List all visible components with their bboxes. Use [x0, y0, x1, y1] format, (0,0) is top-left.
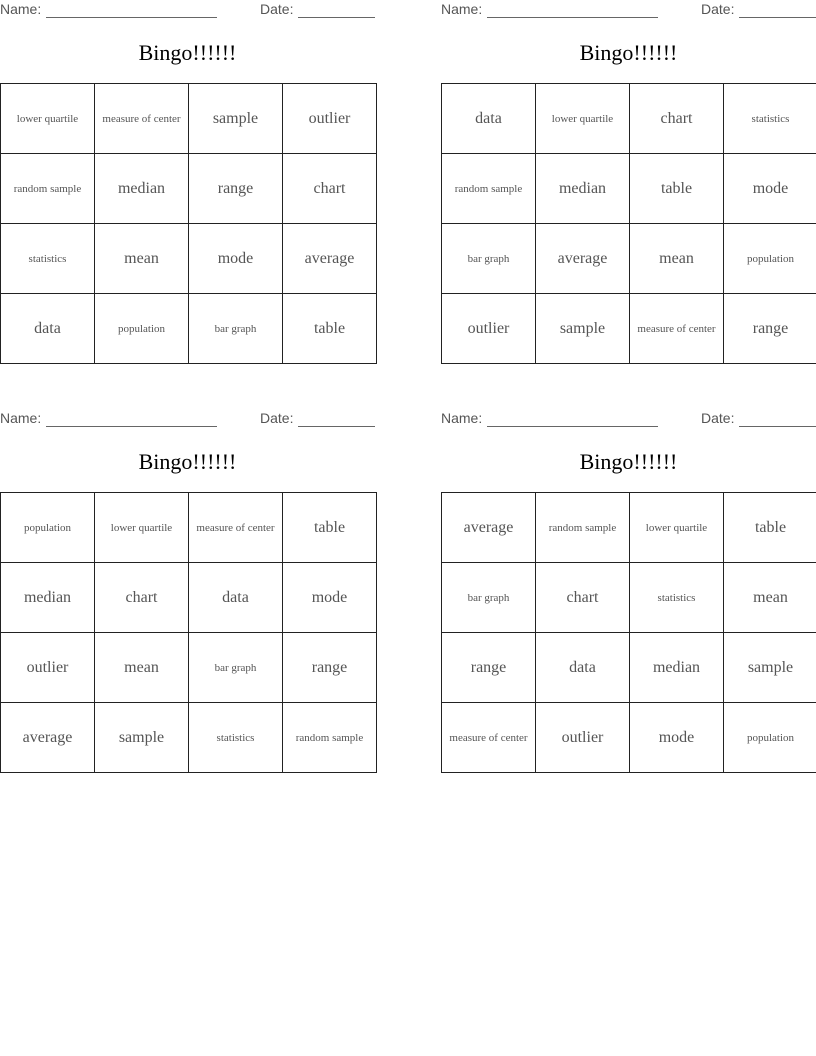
bingo-cell[interactable]: chart: [630, 84, 724, 154]
bingo-cell[interactable]: sample: [189, 84, 283, 154]
name-line[interactable]: [487, 17, 658, 18]
name-label: Name:: [0, 1, 42, 17]
date-line[interactable]: [298, 426, 375, 427]
bingo-cell[interactable]: bar graph: [442, 224, 536, 294]
bingo-cell[interactable]: outlier: [536, 703, 630, 773]
bingo-row: [1, 493, 377, 563]
bingo-cell[interactable]: mode: [283, 563, 377, 633]
bingo-cell[interactable]: data: [189, 563, 283, 633]
bingo-cell[interactable]: data: [1, 294, 95, 364]
bingo-cell[interactable]: table: [283, 294, 377, 364]
date-line[interactable]: [739, 17, 816, 18]
bingo-cell[interactable]: statistics: [1, 224, 95, 294]
bingo-cell[interactable]: range: [283, 633, 377, 703]
bingo-cell[interactable]: population: [1, 493, 95, 563]
bingo-row: [442, 84, 816, 154]
bingo-cell[interactable]: median: [95, 154, 189, 224]
bingo-cell[interactable]: median: [630, 633, 724, 703]
bingo-cell[interactable]: mode: [630, 703, 724, 773]
bingo-cell[interactable]: mean: [95, 224, 189, 294]
bingo-cell[interactable]: measure of center: [442, 703, 536, 773]
bingo-row: [442, 154, 816, 224]
bingo-row: [442, 633, 816, 703]
bingo-cell[interactable]: mean: [724, 563, 816, 633]
bingo-cell[interactable]: sample: [724, 633, 816, 703]
bingo-cell[interactable]: table: [283, 493, 377, 563]
card-title: Bingo!!!!!!: [138, 40, 237, 65]
bingo-row: [1, 84, 377, 154]
card-title: Bingo!!!!!!: [579, 40, 678, 65]
header-row: [0, 410, 375, 430]
bingo-cell[interactable]: random sample: [283, 703, 377, 773]
bingo-cell[interactable]: chart: [283, 154, 377, 224]
name-label: Name:: [441, 410, 483, 426]
bingo-cell[interactable]: sample: [95, 703, 189, 773]
bingo-cell[interactable]: lower quartile: [95, 493, 189, 563]
bingo-cell[interactable]: mode: [724, 154, 816, 224]
bingo-row: [442, 224, 816, 294]
bingo-cell[interactable]: outlier: [283, 84, 377, 154]
bingo-row: [1, 154, 377, 224]
bingo-row: [1, 224, 377, 294]
date-label: Date:: [701, 1, 735, 17]
bingo-cell[interactable]: bar graph: [442, 563, 536, 633]
header-row: [0, 1, 375, 21]
bingo-cell[interactable]: measure of center: [630, 294, 724, 364]
bingo-cell[interactable]: range: [724, 294, 816, 364]
date-label: Date:: [260, 1, 294, 17]
bingo-row: [1, 563, 377, 633]
date-label: Date:: [701, 410, 735, 426]
bingo-cell[interactable]: outlier: [1, 633, 95, 703]
name-line[interactable]: [487, 426, 658, 427]
bingo-row: [1, 294, 377, 364]
date-label: Date:: [260, 410, 294, 426]
bingo-cell[interactable]: statistics: [630, 563, 724, 633]
bingo-grid: [441, 83, 816, 364]
bingo-cell[interactable]: measure of center: [95, 84, 189, 154]
bingo-cell[interactable]: statistics: [189, 703, 283, 773]
bingo-cell[interactable]: average: [536, 224, 630, 294]
bingo-cell[interactable]: bar graph: [189, 294, 283, 364]
bingo-cell[interactable]: population: [724, 224, 816, 294]
bingo-cell[interactable]: chart: [95, 563, 189, 633]
bingo-row: [1, 633, 377, 703]
bingo-cell[interactable]: average: [283, 224, 377, 294]
bingo-cell[interactable]: outlier: [442, 294, 536, 364]
bingo-cell[interactable]: mean: [630, 224, 724, 294]
bingo-cell[interactable]: average: [1, 703, 95, 773]
bingo-row: [442, 563, 816, 633]
bingo-row: [442, 703, 816, 773]
name-label: Name:: [441, 1, 483, 17]
bingo-cell[interactable]: measure of center: [189, 493, 283, 563]
bingo-cell[interactable]: lower quartile: [1, 84, 95, 154]
bingo-cell[interactable]: statistics: [724, 84, 816, 154]
bingo-cell[interactable]: average: [442, 493, 536, 563]
name-label: Name:: [0, 410, 42, 426]
bingo-grid: [0, 83, 377, 364]
bingo-cell[interactable]: bar graph: [189, 633, 283, 703]
bingo-row: [1, 703, 377, 773]
bingo-cell[interactable]: mode: [189, 224, 283, 294]
bingo-cell[interactable]: random sample: [442, 154, 536, 224]
header-row: [441, 410, 816, 430]
bingo-cell[interactable]: data: [442, 84, 536, 154]
bingo-cell[interactable]: random sample: [536, 493, 630, 563]
bingo-cell[interactable]: lower quartile: [536, 84, 630, 154]
card-title: Bingo!!!!!!: [138, 449, 237, 474]
date-line[interactable]: [298, 17, 375, 18]
bingo-cell[interactable]: table: [724, 493, 816, 563]
bingo-cell[interactable]: range: [189, 154, 283, 224]
bingo-cell[interactable]: mean: [95, 633, 189, 703]
bingo-cell[interactable]: population: [724, 703, 816, 773]
bingo-grid: [441, 492, 816, 773]
bingo-cell[interactable]: population: [95, 294, 189, 364]
bingo-grid: [0, 492, 377, 773]
bingo-cell[interactable]: median: [536, 154, 630, 224]
bingo-cell[interactable]: lower quartile: [630, 493, 724, 563]
bingo-row: [442, 493, 816, 563]
bingo-cell[interactable]: table: [630, 154, 724, 224]
card-title: Bingo!!!!!!: [579, 449, 678, 474]
header-row: [441, 1, 816, 21]
bingo-cell[interactable]: chart: [536, 563, 630, 633]
bingo-cell[interactable]: range: [442, 633, 536, 703]
name-line[interactable]: [46, 426, 217, 427]
bingo-cell[interactable]: median: [1, 563, 95, 633]
bingo-row: [442, 294, 816, 364]
bingo-cell[interactable]: data: [536, 633, 630, 703]
bingo-cell[interactable]: sample: [536, 294, 630, 364]
date-line[interactable]: [739, 426, 816, 427]
bingo-cell[interactable]: random sample: [1, 154, 95, 224]
name-line[interactable]: [46, 17, 217, 18]
